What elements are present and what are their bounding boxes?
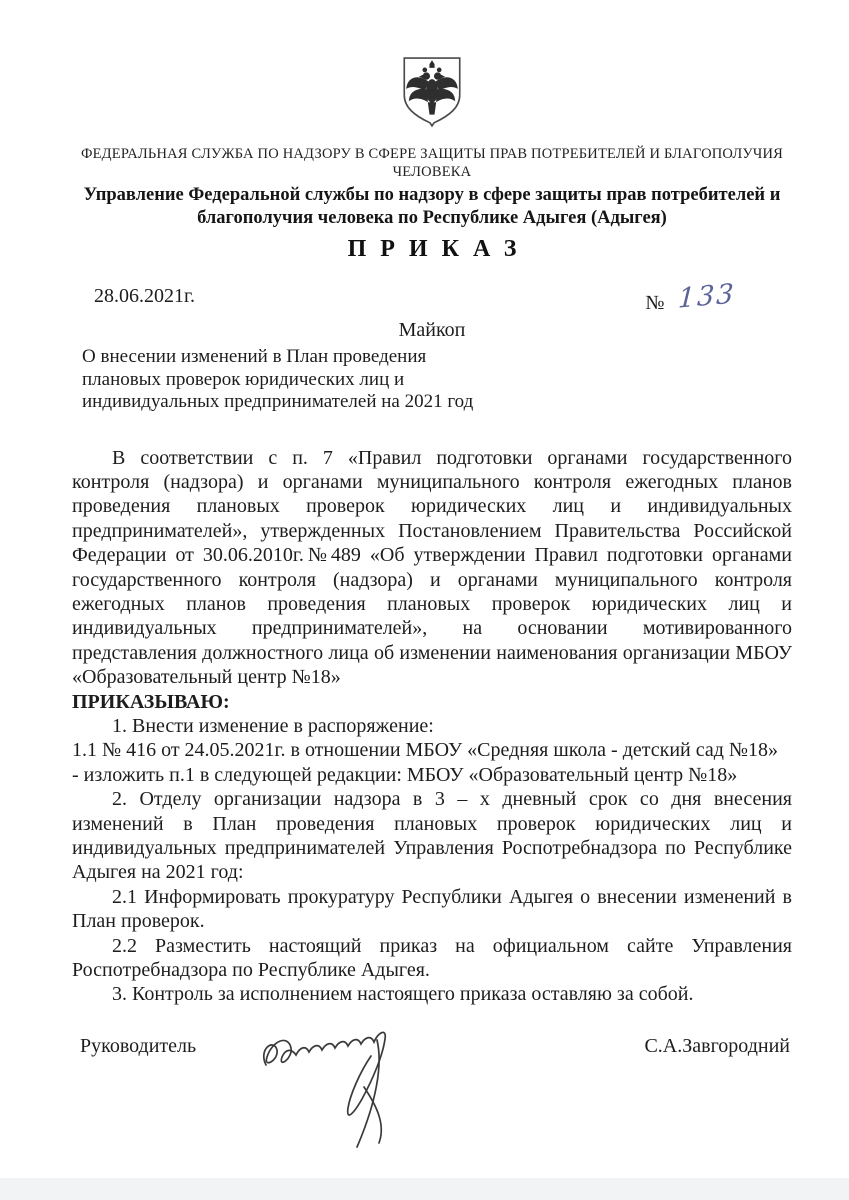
document-date: 28.06.2021г.	[94, 285, 195, 307]
paragraph-item-1-1-edit: - изложить п.1 в следующей редакции: МБОУ «Образовательный центр №18»	[72, 763, 738, 786]
scan-edge-artifact	[0, 1178, 849, 1200]
signatory-name: С.А.Завгородний	[644, 1035, 790, 1057]
city-name: Майкоп	[398, 319, 466, 341]
meta-row	[72, 278, 792, 316]
order-text	[72, 446, 792, 1007]
emblem-container	[72, 54, 792, 135]
paragraph-item-3: 3. Контроль за исполнением настоящего приказа оставляю за собой.	[112, 983, 694, 1006]
agency-name-line1: ФЕДЕРАЛЬНАЯ СЛУЖБА ПО НАДЗОРУ В СФЕРЕ ЗАЩИТЫ ПРАВ ПОТРЕБИТЕЛЕЙ И БЛАГОПОЛУЧИЯ	[80, 146, 784, 162]
subject-block	[72, 346, 792, 414]
document-number-handwritten: 133	[677, 278, 737, 315]
paragraph-item-1: 1. Внести изменение в распоряжение:	[112, 714, 434, 737]
paragraph-prikazivayu: ПРИКАЗЫВАЮ:	[72, 690, 230, 713]
document-body	[72, 0, 792, 1007]
signatory-title: Руководитель	[80, 1035, 197, 1057]
subject-line: О внесении изменений в План проведения	[82, 346, 427, 367]
paragraph-item-1-1: 1.1 № 416 от 24.05.2021г. в отношении МБОУ «Средняя школа - детский сад №18»	[72, 739, 779, 762]
number-sign-label: №	[645, 292, 665, 314]
document-type-title: ПРИКАЗ	[347, 236, 531, 262]
agency-name	[72, 145, 792, 181]
paragraph-item-2-2: 2.2 Разместить настоящий приказ на официальном сайте Управления Роспотребнадзора по Республике Адыгея.	[72, 934, 792, 982]
agency-name-line2: ЧЕЛОВЕКА	[392, 164, 472, 180]
document-number	[645, 278, 737, 316]
handwritten-signature-icon	[250, 1025, 465, 1159]
paragraph-preamble: В соответствии с п. 7 «Правил подготовки органами государственного контроля (надзора) и органами муниципального контроля ежегодных планов проведения плановых проверок юридических лиц и индивидуальных предпринимателей», утвержденных Постановлением Правительства Российской Федерации от 30.06.2010г.№489 «Об утверждении Правил подготовки органами государственного контроля (надзора) и органами муниципального контроля ежегодных планов проведения плановых проверок юридических лиц и индивидуальных предпринимателей», на основании мотивированного представления должностного лица об изменении наименования организации МБОУ «Образовательный центр №18»	[72, 446, 792, 689]
subject-line: плановых проверок юридических лиц и	[82, 368, 405, 390]
russia-coat-of-arms-icon	[397, 117, 467, 134]
subject-line: индивидуальных предпринимателей на 2021 год	[82, 391, 474, 412]
paragraph-item-2: 2. Отделу организации надзора в 3 – х дневный срок со дня внесения изменений в План проведения плановых проверок юридических лиц и индивидуальных предпринимателей Управления Роспотребнадзора по Республике Адыгея на 2021 год:	[72, 788, 792, 884]
paragraph-item-2-1: 2.1 Информировать прокуратуру Республики Адыгея о внесении изменений в План проверок.	[72, 885, 792, 933]
department-name: Управление Федеральной службы по надзору в сфере защиты прав потребителей и благополучия человека по Республике Адыгея (Адыгея)	[83, 185, 781, 228]
